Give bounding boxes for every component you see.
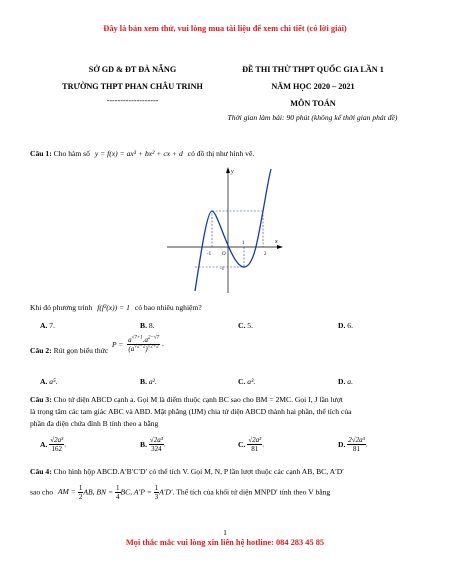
- q3-option-c[interactable]: C. $\frac{\text{√2a³}}{81}$ .: [238, 436, 265, 453]
- question-2-stem: Câu 2: Rút gọn biểu thức: [30, 346, 109, 355]
- q2-option-c[interactable]: C. a³.: [238, 377, 256, 386]
- cubic-graph: [165, 163, 285, 298]
- time-note: Thời gian làm bài: 90 phút (không kể thời gian phát đề): [227, 113, 398, 122]
- tick-x-neg1: -1: [207, 252, 212, 257]
- question-1-formula: y = f(x) = ax³ + bx² + cx + d: [94, 149, 183, 158]
- q3-option-a[interactable]: A. $\frac{\text{√2a³}}{162}$ .: [40, 436, 67, 453]
- preview-banner: Đây là bản xem thử, vui lòng mua tài liệu để xem chi tiết (có lời giải): [103, 24, 347, 33]
- school-name: TRƯỜNG THPT PHAN CHÂU TRINH: [62, 82, 203, 91]
- q2-option-a[interactable]: A. a⁵.: [40, 377, 58, 386]
- school-year: NĂM HỌC 2020 – 2021: [271, 82, 355, 91]
- department-name: SỞ GD & ĐT ĐÀ NẴNG: [88, 65, 177, 74]
- x-axis-arrow: [277, 245, 283, 249]
- question-2-expression: P = $\frac{a^{√7+1}.a^{2-√7}}{(a^{√2-2})^{√2+2}}$ .: [112, 335, 164, 353]
- hotline-banner: Mọi thắc mắc vui lòng xin liên hệ hotline: 084 283 45 85: [125, 538, 325, 547]
- question-3-label: Câu 3:: [30, 395, 52, 404]
- question-4-label: Câu 4:: [30, 467, 52, 476]
- q1-option-c[interactable]: C. 5.: [238, 321, 253, 330]
- question-2-label: Câu 2:: [30, 346, 52, 355]
- question-1-stem: Câu 1: Cho hàm số y = f(x) = ax³ + bx² + cx + d có đồ thị như hình vẽ.: [30, 149, 255, 158]
- question-1-label: Câu 1:: [30, 149, 52, 158]
- exam-title: ĐỀ THI THỬ THPT QUỐC GIA LẦN 1: [242, 65, 384, 74]
- question-3-line-3: phần đa diện chứa đỉnh B tính theo a bằng: [30, 419, 159, 428]
- q2-option-d[interactable]: D. a.: [338, 377, 353, 386]
- page-number: 1: [223, 528, 227, 537]
- cubic-curve: [195, 169, 271, 291]
- x-axis-label: x: [275, 239, 278, 245]
- q3-option-b[interactable]: B. $\frac{\text{√2a³}}{324}$ .: [140, 436, 166, 453]
- tick-y-neg1: -1: [220, 267, 225, 272]
- question-4-line-2: sao cho AM = $\frac{1}{2}$ AB, BN = $\frac{1}{4}$ BC, A′P = $\frac{1}{3}$ A′D′. Thể tích của khối tứ diện MNPD′ tính theo V bằng: [30, 484, 331, 501]
- q3-option-d[interactable]: D. $\frac{\text{2√2a³}}{81}$ .: [338, 436, 368, 453]
- q1-option-a[interactable]: A. 7.: [40, 321, 55, 330]
- question-3-line-1: Câu 3: Cho tứ diện ABCD cạnh a. Gọi M là điểm thuộc cạnh BC sao cho BM = 2MC. Gọi I, J lần lượt: [30, 395, 343, 404]
- tick-x-1: 1: [242, 241, 245, 246]
- header-divider: -------------------: [106, 96, 159, 105]
- y-axis-label: y: [231, 169, 234, 175]
- question-1-prompt: Khi đó phương trình f(f²(x)) = 1 có bao nhiêu nghiệm?: [30, 303, 202, 312]
- question-3-line-2: là trọng tâm các tam giác ABC và ABD. Mặt phẳng (IJM) chia tứ diện ABCD thành hai phần, thể tích của: [30, 407, 352, 416]
- question-4-line-1: Câu 4: Cho hình hộp ABCD.A′B′C′D′ có thể tích V. Gọi M, N, P lần lượt thuộc các cạnh AB, BC, A′D′: [30, 467, 344, 476]
- question-1-equation: f(f²(x)) = 1: [97, 303, 130, 312]
- subject: MÔN TOÁN: [290, 99, 336, 108]
- q2-option-b[interactable]: B. a².: [140, 377, 157, 386]
- q1-option-b[interactable]: B. 8.: [140, 321, 155, 330]
- origin-label: O: [222, 252, 226, 257]
- q1-option-d[interactable]: D. 6.: [338, 321, 353, 330]
- y-axis-arrow: [226, 167, 230, 173]
- tick-x-2: 2: [264, 252, 267, 257]
